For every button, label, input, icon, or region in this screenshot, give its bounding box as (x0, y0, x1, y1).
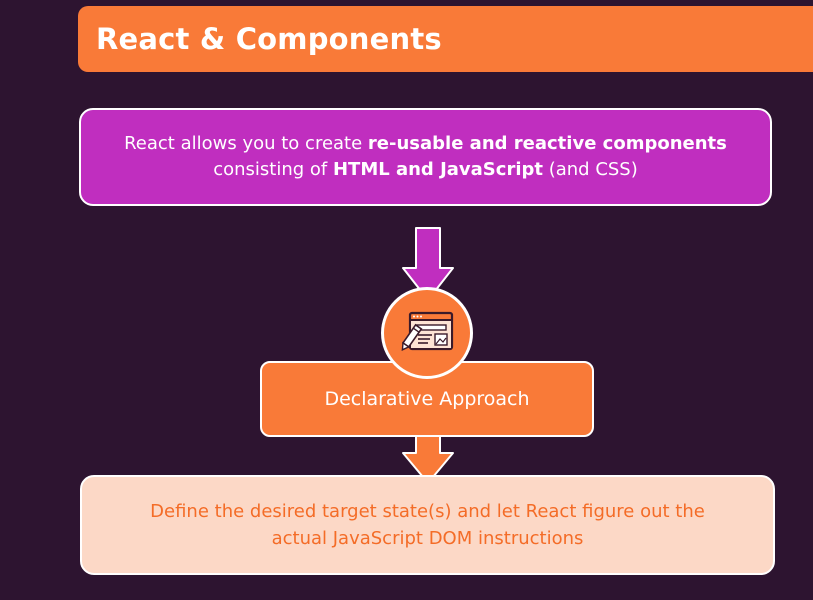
description-line-2 (213, 157, 638, 183)
title-bar (78, 6, 813, 72)
description-text: consisting of (213, 159, 333, 180)
description-emphasis: re-usable and reactive components (367, 133, 727, 154)
description-text: (and CSS) (542, 159, 638, 180)
declarative-approach-label: Declarative Approach (324, 388, 530, 410)
target-state-line-1: Define the desired target state(s) and let React figure out the (150, 501, 705, 522)
target-state-line-2: actual JavaScript DOM instructions (271, 528, 584, 549)
description-text: React allows you to create (124, 133, 368, 154)
slide-title: React & Components (96, 22, 442, 56)
description-emphasis: HTML and JavaScript (332, 159, 543, 180)
description-line-1 (124, 131, 727, 157)
web-editor-icon (381, 287, 473, 379)
target-state-box (80, 475, 775, 575)
browser-edit-icon (398, 307, 456, 359)
react-description-box (79, 108, 772, 206)
